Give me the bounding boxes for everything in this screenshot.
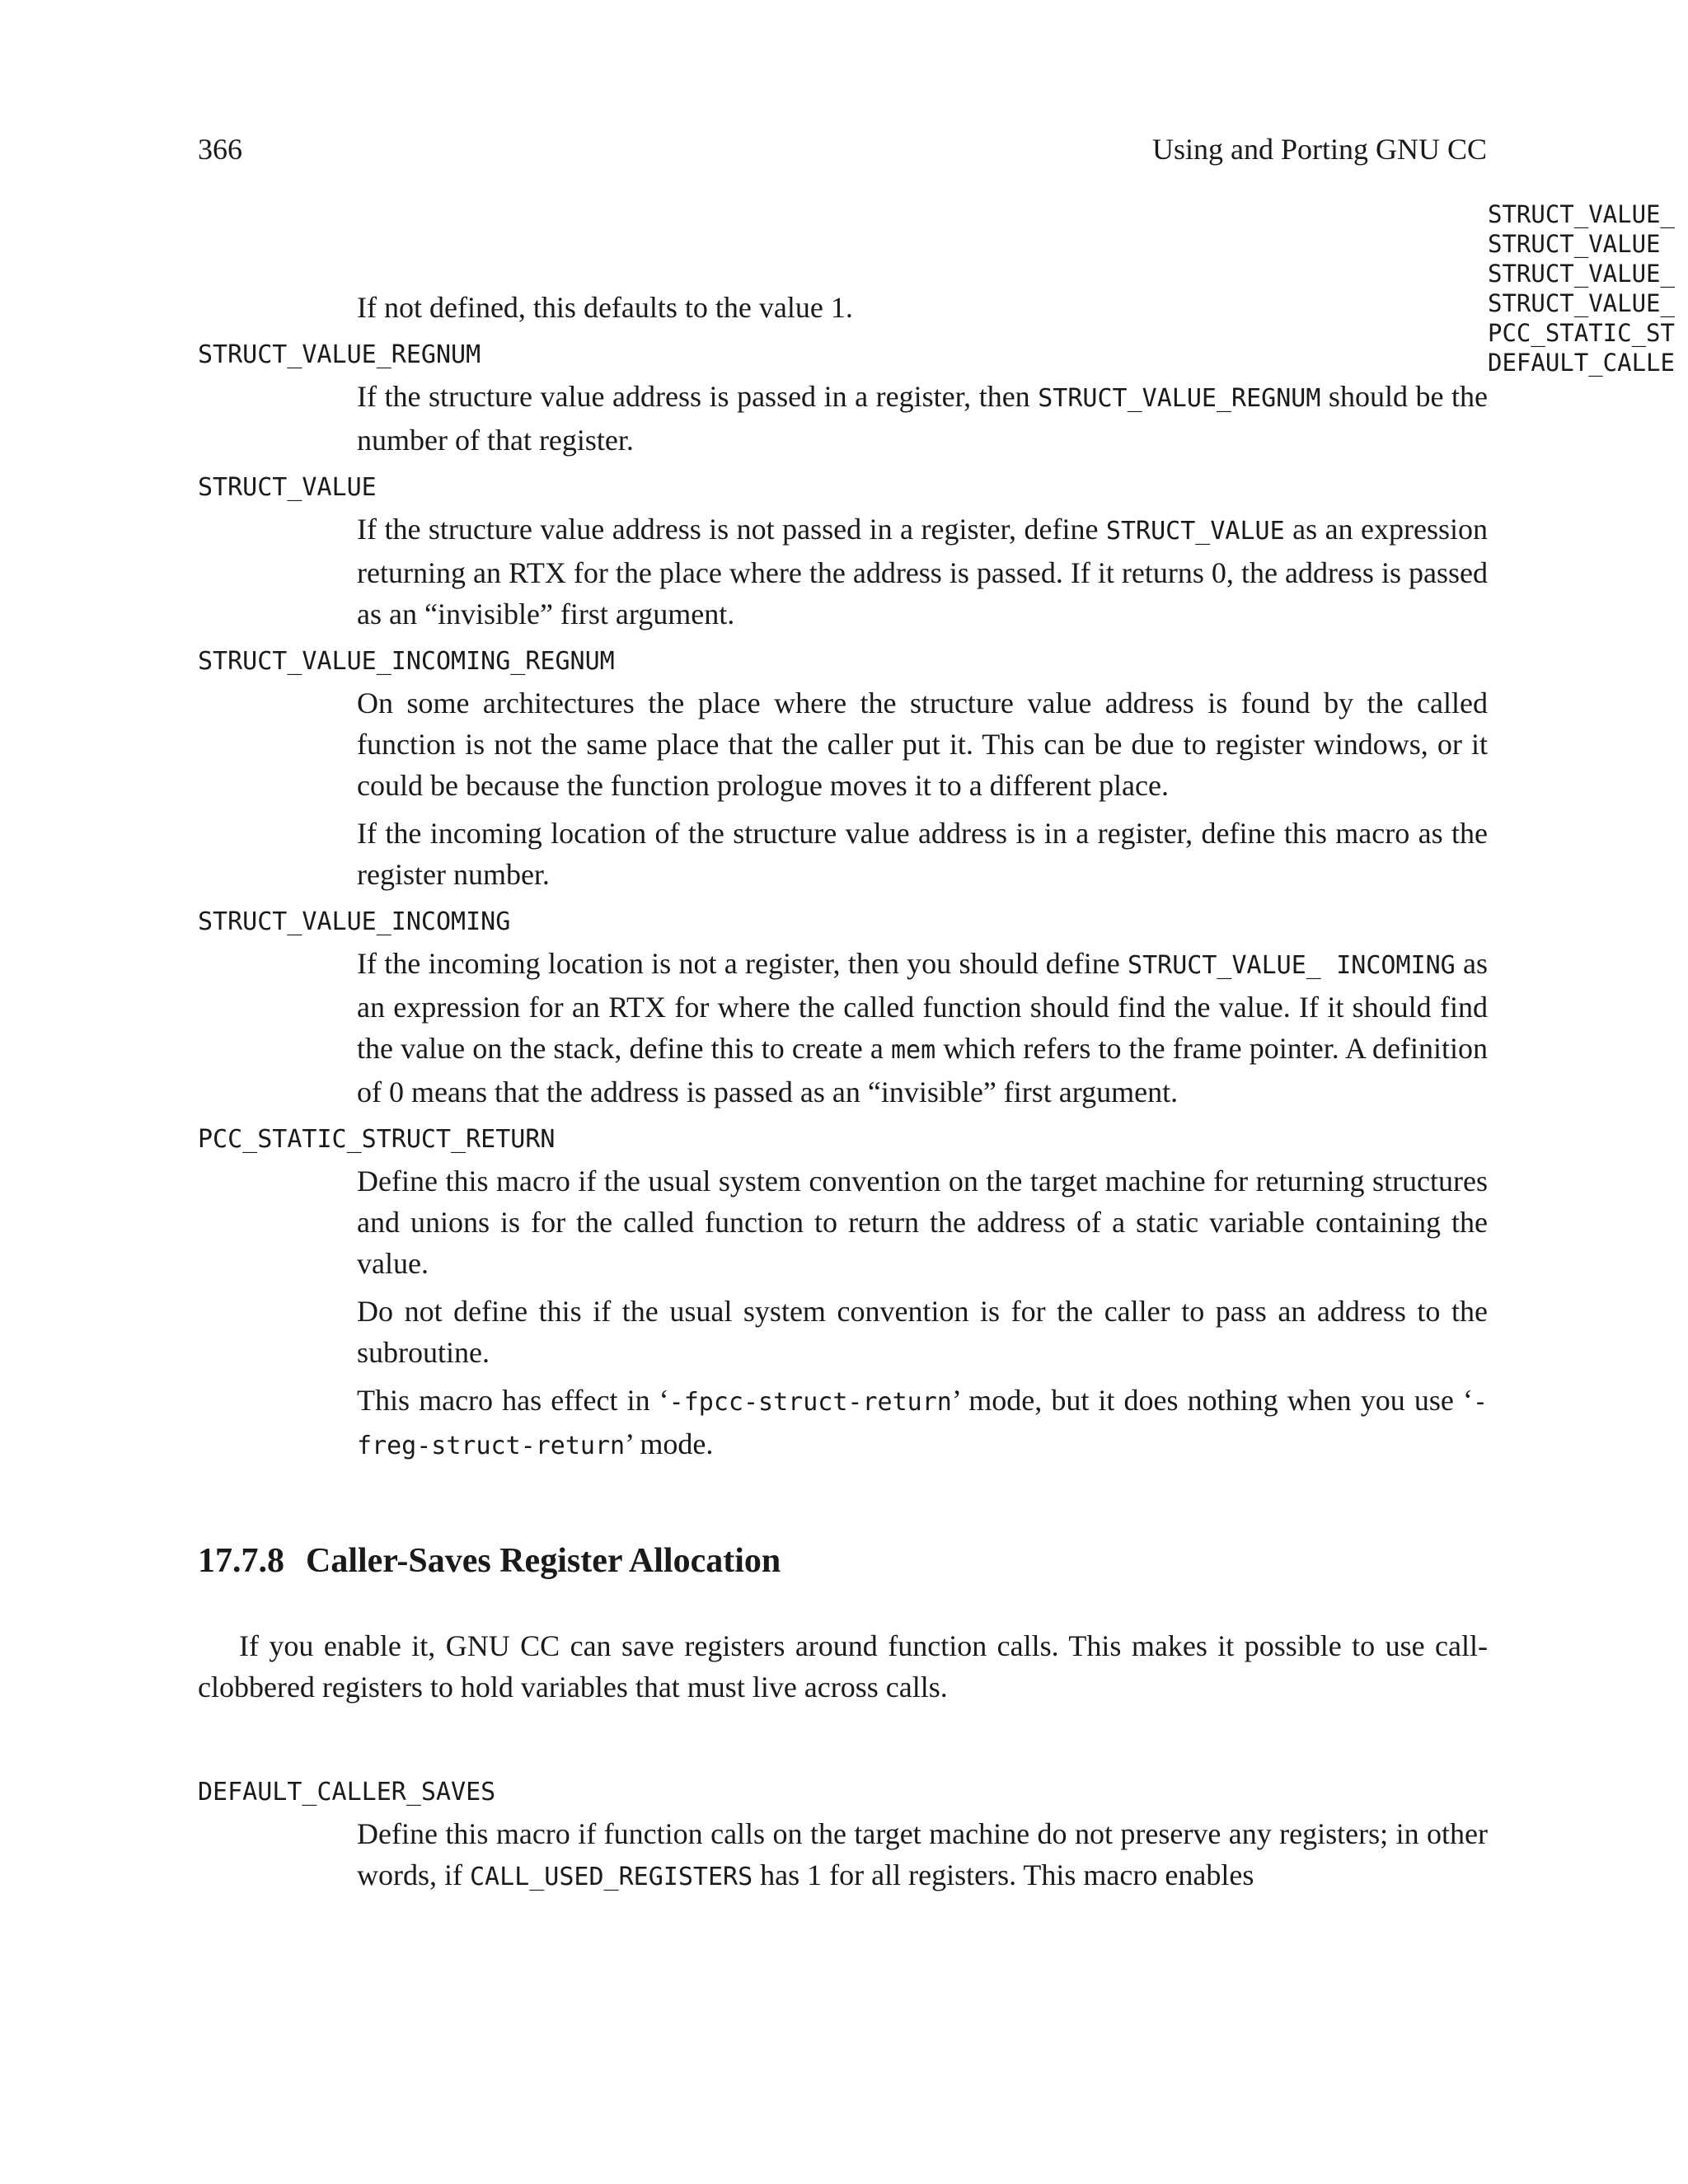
definition-struct-value-incoming — [357, 943, 1488, 1113]
definition-pcc-static-struct-return — [357, 1160, 1488, 1467]
intro-definition — [357, 287, 1488, 328]
text-run: If the structure value address is passed in a register, then — [357, 380, 1039, 413]
definition-paragraph — [357, 1813, 1488, 1898]
inline-code: -fpcc-struct-return — [668, 1388, 952, 1417]
text-run: This macro has effect in ‘ — [357, 1384, 669, 1417]
definition-struct-value-regnum — [357, 376, 1488, 461]
spacer — [198, 1708, 1488, 1769]
section-heading — [198, 1538, 1488, 1584]
definition-paragraph — [357, 509, 1488, 635]
page-body — [198, 287, 1488, 1905]
page-number: 366 — [198, 133, 242, 166]
definition-struct-value — [357, 509, 1488, 635]
intro-text: If not defined, this defaults to the value 1. — [357, 291, 853, 324]
definition-paragraph — [357, 376, 1488, 461]
inline-code: STRUCT_VALUE_ INCOMING — [1128, 951, 1456, 980]
term-pcc-static-struct-return: PCC_STATIC_STRUCT_RETURN — [198, 1125, 556, 1154]
text-run: If the incoming location is not a register, then you should define — [357, 947, 1128, 980]
section-intro: If you enable it, GNU CC can save registers around function calls. This makes it possible to use call-clobbered registers to hold variables that must live across calls. — [198, 1629, 1488, 1704]
definition-struct-value-incoming-regnum — [357, 682, 1488, 895]
definition-paragraph: On some architectures the place where the structure value address is found by the called function is not the same place that the caller put it. This can be due to register windows, or it could be because the function prologue moves it to a different place. — [357, 687, 1488, 802]
text-run: which refers to the frame pointer. A definition of 0 means that the address is passed as an “invisible” first argument. — [357, 1032, 1489, 1108]
inline-code: mem — [891, 1036, 936, 1065]
margin-index-item: STRUCT_VALUE — [1488, 230, 1661, 258]
term-struct-value: STRUCT_VALUE — [198, 473, 377, 502]
margin-index-item: PCC_STATIC_ST — [1488, 319, 1675, 347]
running-title: Using and Porting GNU CC — [1151, 133, 1487, 166]
inline-code: -freg-struct-return — [357, 1388, 1488, 1460]
text-run: as an expression for an RTX for where the called function should find the value. If it should find the value on the stack, define this to create a — [357, 947, 1488, 1065]
definition-default-caller-saves — [357, 1813, 1488, 1898]
section-title: Caller-Saves Register Allocation — [306, 1542, 781, 1580]
text-run: ’ mode, but it does nothing when you use ‘ — [951, 1384, 1473, 1417]
definition-paragraph — [357, 943, 1488, 1113]
text-run: should be the number of that register. — [357, 380, 1488, 457]
term-struct-value-incoming-regnum: STRUCT_VALUE_INCOMING_REGNUM — [198, 647, 615, 676]
definition-paragraph: Define this macro if the usual system convention on the target machine for returning structures and unions is for the called function to return the address of a static variable containing the value. — [357, 1165, 1488, 1280]
definition-paragraph: Do not define this if the usual system convention is for the caller to pass an address to the subroutine. — [357, 1295, 1488, 1369]
margin-index-item: STRUCT_VALUE_ — [1488, 260, 1675, 288]
inline-code: STRUCT_VALUE — [1105, 517, 1285, 546]
text-run: Define this macro if function calls on the target machine do not preserve any registers; in other words, if — [357, 1817, 1488, 1891]
term-struct-value-regnum: STRUCT_VALUE_REGNUM — [198, 340, 481, 369]
margin-index-item: STRUCT_VALUE_ — [1488, 289, 1675, 317]
inline-code: CALL_USED_REGISTERS — [470, 1863, 753, 1891]
inline-code: STRUCT_VALUE_REGNUM — [1038, 384, 1321, 413]
margin-index — [1488, 199, 1688, 377]
section-number: 17.7.8 — [198, 1542, 284, 1580]
definition-paragraph: If the incoming location of the structure value address is in a register, define this macro as the register number. — [357, 817, 1488, 891]
term-default-caller-saves: DEFAULT_CALLER_SAVES — [198, 1778, 496, 1807]
term-struct-value-incoming: STRUCT_VALUE_INCOMING — [198, 907, 511, 936]
text-run: as an expression returning an RTX for the place where the address is passed. If it returns 0, the address is passed as an “invisible” first argument. — [357, 513, 1488, 630]
text-run: has 1 for all registers. This macro enables — [753, 1858, 1254, 1891]
margin-index-item: STRUCT_VALUE_ — [1488, 200, 1675, 228]
text-run: If the structure value address is not passed in a register, define — [357, 513, 1106, 546]
text-run: ’ mode. — [625, 1427, 714, 1460]
margin-index-item: DEFAULT_CALLE — [1488, 349, 1675, 377]
definition-paragraph — [357, 1380, 1488, 1467]
